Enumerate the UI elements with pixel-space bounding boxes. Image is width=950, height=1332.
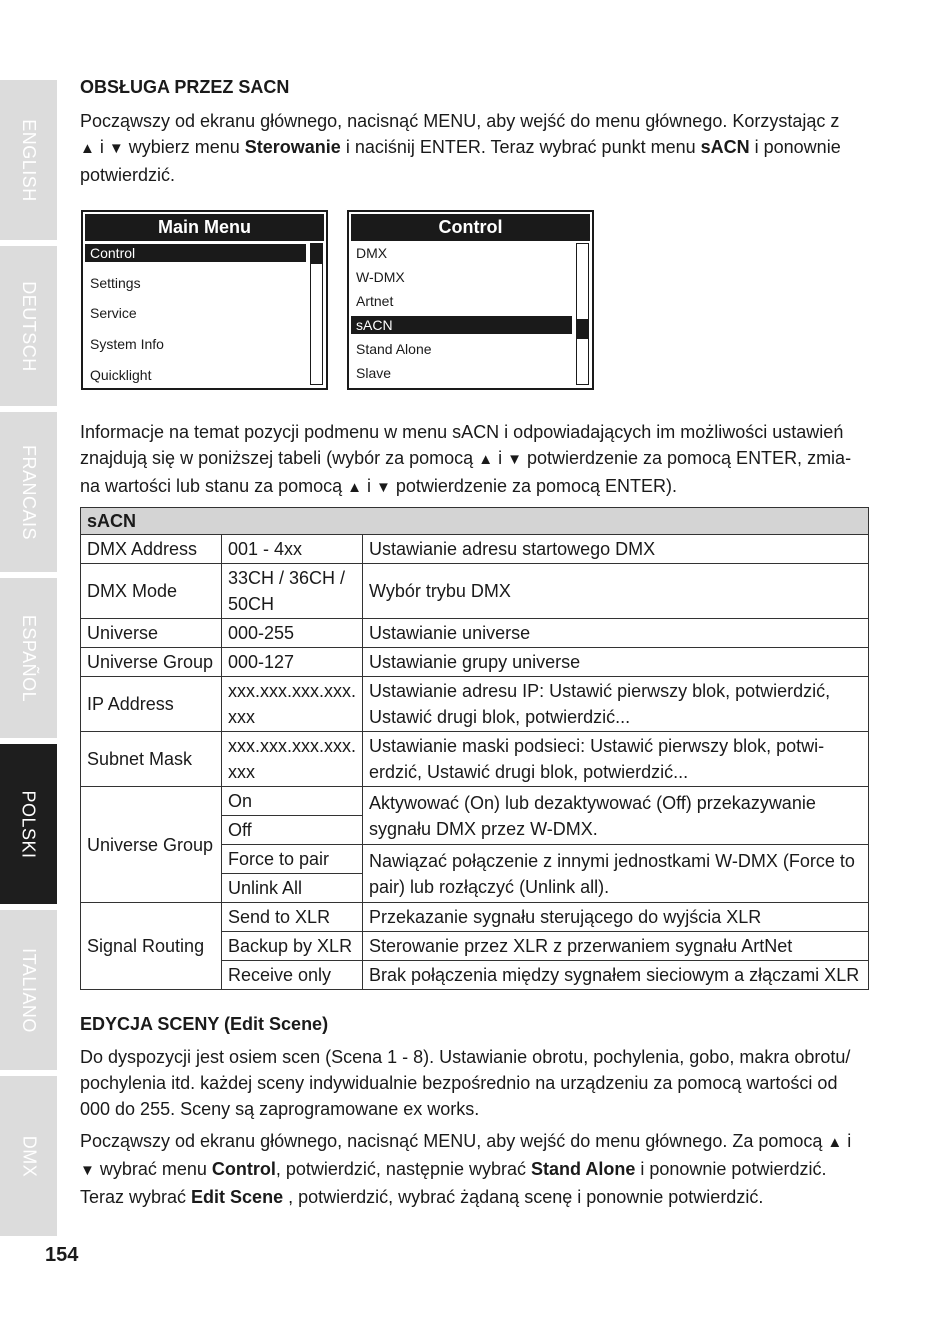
cell-desc [363, 845, 869, 903]
text-line: Ustawić drugi blok, potwierdzić... [369, 707, 631, 727]
table-header: sACN [81, 508, 869, 535]
keyword-edit-scene: Edit Scene [191, 1187, 284, 1207]
tab-label: ITALIANO [19, 947, 39, 1033]
cell-value [222, 564, 363, 619]
section-heading-sacn: OBSŁUGA PRZEZ SACN [80, 77, 290, 97]
text: i ponownie [749, 137, 841, 157]
section-heading-edit-scene: EDYCJA SCENY (Edit Scene) [80, 1014, 329, 1034]
menu-item-control[interactable]: Control [85, 244, 306, 262]
tab-dmx[interactable] [0, 1076, 57, 1236]
cell-desc [363, 787, 869, 845]
text-line: xxx.xxx.xxx.xxx. [228, 736, 357, 756]
menu-item-service[interactable]: Service [90, 305, 137, 321]
tab-label: DMX [19, 1135, 39, 1177]
scrollbar-thumb[interactable] [311, 244, 322, 264]
menu-item-w-dmx[interactable]: W-DMX [356, 269, 405, 285]
cell-desc: Brak połączenia między sygnałem sieciowym a złączami XLR [363, 961, 869, 990]
cell-param: DMX Mode [81, 564, 222, 619]
table-row [81, 564, 869, 619]
text: i ponownie potwierdzić. [635, 1159, 827, 1179]
tab-polski[interactable] [0, 744, 57, 904]
lcd-items [351, 243, 572, 386]
paragraph-edit-scene-2 [80, 1128, 870, 1210]
cell-desc: Sterowanie przez XLR z przerwaniem sygnału ArtNet [363, 932, 869, 961]
table-row [81, 619, 869, 648]
paragraph-sacn-intro [80, 108, 870, 188]
text-line: 50CH [228, 594, 275, 614]
cell-value: On [222, 787, 363, 816]
control-menu-display [347, 210, 594, 390]
tab-label: ESPAÑOL [19, 614, 40, 702]
cell-desc: Ustawianie adresu startowego DMX [363, 535, 869, 564]
tab-label: POLSKI [19, 789, 39, 859]
cell-param: Subnet Mask [81, 732, 222, 787]
tab-label: DEUTSCH [19, 280, 40, 372]
menu-item-sacn[interactable]: sACN [351, 316, 572, 334]
triangle-down-icon: ▼ [80, 1162, 95, 1179]
text-line: Począwszy od ekranu głównego, nacisnąć MENU, aby wejść do menu głównego. Korzystając z [80, 111, 840, 131]
text-line: Informacje na temat pozycji podmenu w menu sACN i odpowiadających im możliwości ustawień [80, 422, 844, 442]
cell-param: DMX Address [81, 535, 222, 564]
keyword-sterowanie: Sterowanie [244, 137, 341, 157]
text: , potwierdzić, wybrać żądaną scenę i ponownie potwierdzić. [283, 1187, 764, 1207]
text: na wartości lub stanu za pomocą [80, 476, 348, 496]
paragraph-sacn-info [80, 419, 870, 501]
text: i [493, 448, 508, 468]
cell-desc: Ustawianie universe [363, 619, 869, 648]
text-line: Ustawianie adresu IP: Ustawić pierwszy blok, potwierdzić, [369, 681, 831, 701]
cell-value: Unlink All [222, 874, 363, 903]
cell-value [222, 677, 363, 732]
menu-item-system-info[interactable]: System Info [90, 336, 164, 352]
text-line: 000 do 255. Sceny są zaprogramowane ex works. [80, 1099, 480, 1119]
text-line: pochylenia itd. każdej sceny indywidualnie bezpośrednio na urządzeniu za pomocą wartości od [80, 1073, 838, 1093]
cell-value [222, 732, 363, 787]
cell-desc [363, 677, 869, 732]
triangle-down-icon: ▼ [108, 140, 124, 157]
lcd-title: Main Menu [85, 214, 324, 241]
cell-desc [363, 732, 869, 787]
cell-desc: Ustawianie grupy universe [363, 648, 869, 677]
menu-item-quicklight[interactable]: Quicklight [90, 367, 152, 383]
menu-item-artnet[interactable]: Artnet [356, 293, 394, 309]
cell-param: Universe Group [81, 648, 222, 677]
cell-value: Backup by XLR [222, 932, 363, 961]
tab-label: ENGLISH [19, 118, 39, 202]
text: i [842, 1131, 852, 1151]
cell-param: Signal Routing [81, 903, 222, 990]
lcd-title: Control [351, 214, 590, 241]
cell-value: 000-127 [222, 648, 363, 677]
table-header-row [81, 508, 869, 535]
tab-italiano[interactable] [0, 910, 57, 1070]
main-menu-display [81, 210, 328, 390]
text-line: Nawiązać połączenie z innymi jednostkami W-DMX (Force to [369, 850, 855, 871]
tab-english[interactable] [0, 80, 57, 240]
page-number: 154 [45, 1244, 79, 1266]
table-row [81, 535, 869, 564]
keyword-control: Control [211, 1159, 276, 1179]
text: Teraz wybrać [80, 1187, 192, 1207]
scrollbar-thumb[interactable] [577, 319, 588, 339]
text: potwierdzenie za pomocą ENTER, zmia- [521, 448, 852, 468]
text-line: potwierdzić. [80, 165, 176, 185]
keyword-stand-alone: Stand Alone [531, 1159, 636, 1179]
text-line: erdzić, Ustawić drugi blok, potwierdzić... [369, 762, 689, 782]
menu-item-dmx[interactable]: DMX [356, 245, 388, 261]
menu-item-settings[interactable]: Settings [90, 275, 141, 291]
table-row [81, 732, 869, 787]
triangle-up-icon: ▲ [827, 1134, 843, 1151]
table-row [81, 677, 869, 732]
text: , potwierdzić, następnie wybrać [275, 1159, 532, 1179]
cell-param: Universe [81, 619, 222, 648]
triangle-up-icon: ▲ [80, 140, 95, 157]
table-row [81, 903, 869, 932]
lcd-items [85, 243, 306, 386]
text-line: Do dyspozycji jest osiem scen (Scena 1 - 8). Ustawianie obrotu, pochylenia, gobo, makra obrotu/ [80, 1047, 851, 1067]
tab-deutsch[interactable] [0, 246, 57, 406]
table-row [81, 787, 869, 816]
tab-label: FRANCAIS [19, 444, 40, 540]
text: wybrać menu [94, 1159, 212, 1179]
text-line: xxx [228, 762, 255, 782]
triangle-down-icon: ▼ [376, 479, 391, 496]
text-line: Aktywować (On) lub dezaktywować (Off) przekazywanie [369, 792, 816, 813]
cell-value: Off [222, 816, 363, 845]
cell-value: Receive only [222, 961, 363, 990]
cell-value: 000-255 [222, 619, 363, 648]
text: wybierz menu [123, 137, 245, 157]
text-line: xxx [228, 707, 255, 727]
keyword-sacn: sACN [700, 137, 750, 157]
cell-value: Send to XLR [222, 903, 363, 932]
sacn-settings-table [80, 507, 869, 990]
cell-param: Universe Group [81, 787, 222, 903]
paragraph-edit-scene-1 [80, 1044, 870, 1122]
text: potwierdzenie za pomocą ENTER). [390, 476, 678, 496]
cell-param: IP Address [81, 677, 222, 732]
cell-value: 001 - 4xx [222, 535, 363, 564]
cell-desc: Przekazanie sygnału sterującego do wyjścia XLR [363, 903, 869, 932]
cell-desc: Wybór trybu DMX [363, 564, 869, 619]
triangle-down-icon: ▼ [507, 451, 522, 468]
triangle-up-icon: ▲ [478, 451, 494, 468]
tab-francais[interactable] [0, 412, 57, 572]
cell-value: Force to pair [222, 845, 363, 874]
text: i [362, 476, 377, 496]
text: Począwszy od ekranu głównego, nacisnąć MENU, aby wejść do menu głównego. Za pomocą [80, 1131, 828, 1151]
text: i naciśnij ENTER. Teraz wybrać punkt menu [340, 137, 701, 157]
text: i [94, 137, 109, 157]
menu-item-stand-alone[interactable]: Stand Alone [356, 341, 432, 357]
scrollbar[interactable] [576, 243, 589, 385]
text: znajdują się w poniższej tabeli (wybór za pomocą [80, 448, 479, 468]
text-line: 33CH / 36CH / [228, 568, 346, 588]
tab-espanol[interactable] [0, 578, 57, 738]
scrollbar[interactable] [310, 243, 323, 385]
triangle-up-icon: ▲ [347, 479, 363, 496]
text-line: pair) lub rozłączyć (Unlink all). [369, 876, 610, 897]
table-row [81, 648, 869, 677]
text-line: xxx.xxx.xxx.xxx. [228, 681, 357, 701]
text-line: sygnału DMX przez W-DMX. [369, 818, 598, 839]
text-line: Ustawianie maski podsieci: Ustawić pierwszy blok, potwi- [369, 736, 825, 756]
menu-item-slave[interactable]: Slave [356, 365, 392, 381]
